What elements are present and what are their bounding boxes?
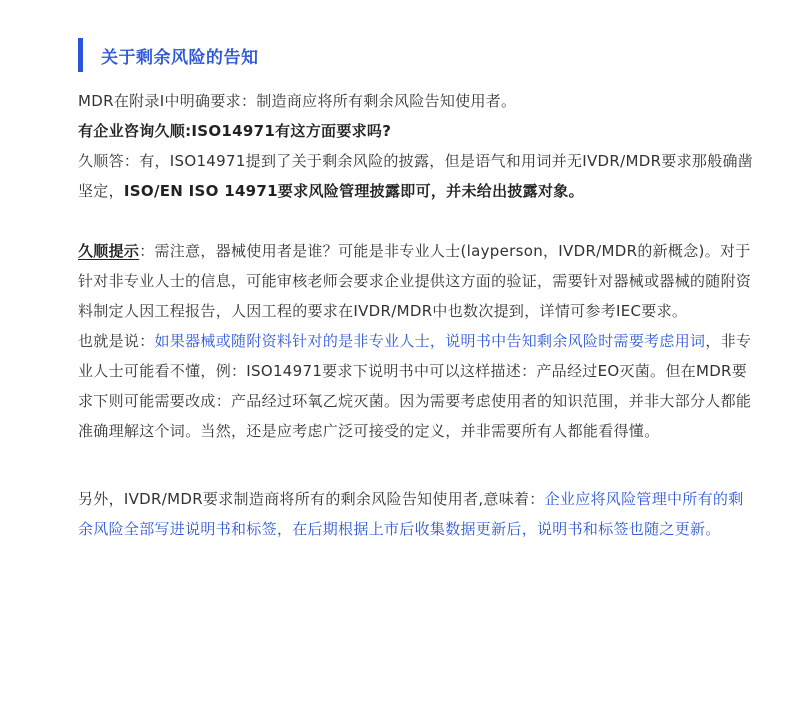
- section-title: 关于剩余风险的告知: [101, 47, 259, 68]
- article-body: [78, 86, 758, 544]
- conclusion-lead: 另外，IVDR/MDR要求制造商将所有的剩余风险告知使用者,意味着：: [78, 490, 545, 508]
- paragraph-mdr-requirement: MDR在附录Ⅰ中明确要求：制造商应将所有剩余风险告知使用者。: [78, 92, 517, 110]
- paragraph-answer: [78, 146, 758, 206]
- spacer: [78, 446, 758, 484]
- conclusion-highlight: 企业应将风险管理中所有的剩余风险全部写进说明书和标签，在后期根据上市后收集数据更新后，说明书和标签也随之更新。: [78, 490, 744, 538]
- explanation-highlight: 如果器械或随附资料针对的是非专业人士，说明书中告知剩余风险时需要考虑用词: [154, 332, 706, 350]
- hint-label: 久顺提示: [78, 242, 140, 260]
- paragraph-explanation: [78, 326, 758, 446]
- paragraph-conclusion: [78, 484, 758, 544]
- answer-bold-text: ISO/EN ISO 14971要求风险管理披露即可，并未给出披露对象。: [123, 182, 584, 200]
- accent-bar: [78, 38, 83, 72]
- paragraph-hint: [78, 236, 758, 326]
- answer-text: 久顺答：有，ISO14971提到了关于剩余风险的披露，但是语气和用词并无IVDR/MDR要求那般确凿坚定，: [78, 152, 754, 200]
- explanation-text: ，非专业人士可能看不懂，例：ISO14971要求下说明书中可以这样描述：产品经过EO灭菌。但在MDR要求下则可能需要改成：产品经过环氧乙烷灭菌。因为需要考虑使用者的知识范围，并非大部分人都能准确理解这个词。当然，还是应考虑广泛可接受的定义，并非需要所有人都能看得懂。: [78, 332, 752, 440]
- explanation-lead: 也就是说：: [78, 332, 155, 350]
- hint-text: ：需注意，器械使用者是谁？可能是非专业人士(layperson，IVDR/MDR的新概念)。对于针对非专业人士的信息，可能审核老师会要求企业提供这方面的验证，需要针对器械或器械的随附资料制定人因工程报告，人因工程的要求在IVDR/MDR中也数次提到，详情可参考IEC要求。: [78, 242, 752, 320]
- section-header: [78, 38, 259, 72]
- spacer: [78, 206, 758, 236]
- paragraph-question: 有企业咨询久顺:ISO14971有这方面要求吗?: [78, 122, 392, 140]
